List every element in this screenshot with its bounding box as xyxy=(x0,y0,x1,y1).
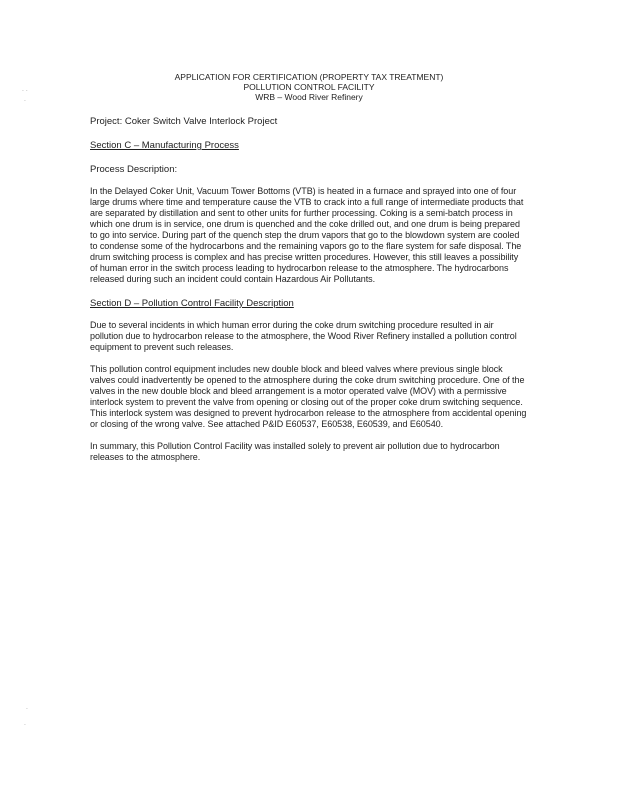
summary-paragraph: In summary, this Pollution Control Facility was installed solely to prevent air pollution due to hydrocarbon releases to the atmosphere. xyxy=(90,441,500,462)
section-d-heading: Section D – Pollution Control Facility Description xyxy=(90,298,294,309)
scan-speck: · xyxy=(24,98,26,105)
facility-description-paragraph-2: This pollution control equipment includes new double block and bleed valves where previous single block valves could inadvertently be opened to the atmosphere during the coke drum switching procedure. One of the valves in the new double block and bleed arrangement is a motor operated valve (MOV) with a permissive interlock system to prevent the valve from opening or closing out of the proper coke drum switching sequence. This interlock system was designed to prevent hydrocarbon release to the atmosphere from accidental opening or closing of the wrong valve. See attached P&ID E60537, E60538, E60539, and E60540. xyxy=(90,364,527,429)
scan-speck: · xyxy=(26,706,28,713)
process-description-paragraph: In the Delayed Coker Unit, Vacuum Tower Bottoms (VTB) is heated in a furnace and sprayed into one of four large drums where time and temperature cause the VTB to crack into a full range of intermediate products that are separated by distillation and sent to other units for further processing. Coking is a semi-batch process in which one drum is in service, one drum is quenched and the coke drilled out, and one drum is being prepared to go into service. During part of the quench step the drum vapors that go to the blowdown system are cooled to condense some of the hydrocarbons and the remaining vapors go to the flare system for safe disposal. The drum switching process is complex and has precise written procedures. However, this still leaves a possibility of human error in the switch process leading to hydrocarbon release to the atmosphere. The hydrocarbons released during such an incident could contain Hazardous Air Pollutants. xyxy=(90,186,524,284)
facility-description-paragraph-1: Due to several incidents in which human error during the coke drum switching procedure resulted in air pollution due to hydrocarbon release to the atmosphere, the Wood River Refinery installed a pollution control equipment to prevent such releases. xyxy=(90,320,517,352)
header-subtitle: POLLUTION CONTROL FACILITY xyxy=(243,82,375,92)
project-title: Project: Coker Switch Valve Interlock Project xyxy=(90,116,278,127)
header-facility: WRB – Wood River Refinery xyxy=(255,92,363,102)
header-title: APPLICATION FOR CERTIFICATION (PROPERTY TAX TREATMENT) xyxy=(174,72,444,82)
scan-speck: · xyxy=(24,722,26,729)
process-description-label: Process Description: xyxy=(90,164,178,175)
document-header xyxy=(90,72,528,102)
document-body xyxy=(90,72,528,463)
section-c-heading: Section C – Manufacturing Process xyxy=(90,140,239,151)
scan-speck: · · xyxy=(22,88,28,95)
